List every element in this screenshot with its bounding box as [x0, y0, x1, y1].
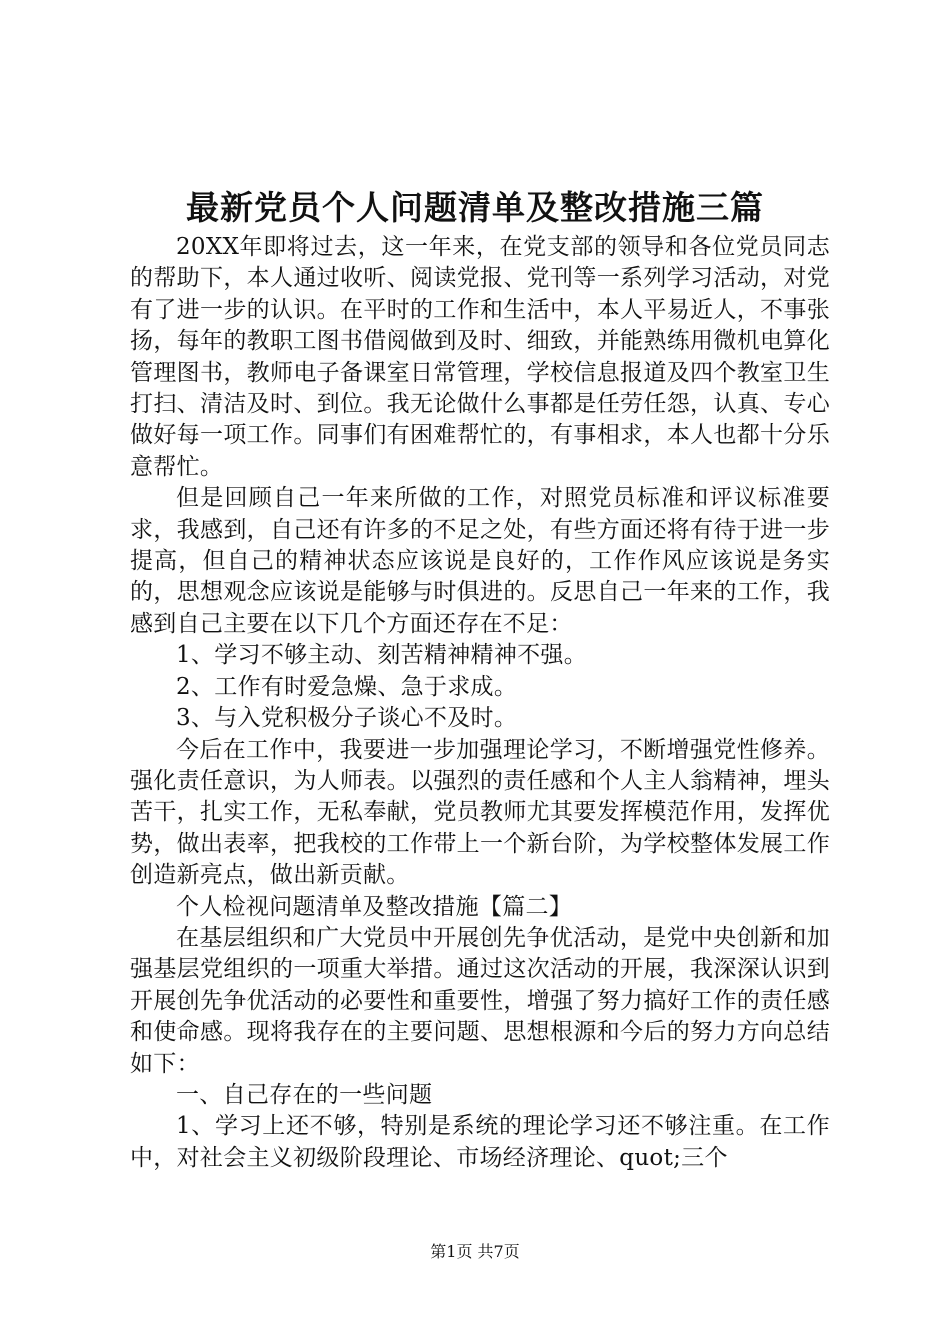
page-number-footer: 第1页 共7页 — [430, 1242, 520, 1261]
paragraph: 在基层组织和广大党员中开展创先争优活动，是党中央创新和加强基层党组织的一项重大举措。通过这次活动的开展，我深深认识到开展创先争优活动的必要性和重要性，增强了努力搞好工作的责任感和使命感。现将我存在的主要问题、思想根源和今后的努力方向总结如下： — [130, 924, 830, 1077]
document-body — [130, 232, 830, 1174]
document-title: 最新党员个人问题清单及整改措施三篇 — [186, 188, 764, 227]
section-heading: 个人检视问题清单及整改措施【篇二】 — [176, 893, 573, 920]
paragraph: 但是回顾自己一年来所做的工作，对照党员标准和评议标准要求，我感到，自己还有许多的不足之处，有些方面还将有待于进一步提高，但自己的精神状态应该说是良好的，工作作风应该说是务实的，思想观念应该说是能够与时俱进的。反思自己一年来的工作，我感到自己主要在以下几个方面还存在不足： — [130, 485, 830, 637]
section-heading: 一、自己存在的一些问题 — [176, 1081, 433, 1108]
list-item: 1、学习不够主动、刻苦精神精神不强。 — [176, 642, 588, 669]
paragraph: 20XX年即将过去，这一年来，在党支部的领导和各位党员同志的帮助下，本人通过收听、阅读党报、党刊等一系列学习活动，对党有了进一步的认识。在平时的工作和生活中，本人平易近人，不事张扬，每年的教职工图书借阅做到及时、细致，并能熟练用微机电算化管理图书，教师电子备课室日常管理，学校信息报道及四个教室卫生打扫、清洁及时、到位。我无论做什么事都是任劳任怨，认真、专心做好每一项工作。同事们有困难帮忙的，有事相求，本人也都十分乐意帮忙。 — [130, 234, 830, 480]
paragraph: 1、学习上还不够，特别是系统的理论学习还不够注重。在工作中，对社会主义初级阶段理论、市场经济理论、quot;三个 — [130, 1113, 830, 1171]
list-item: 2、工作有时爱急燥、急于求成。 — [176, 673, 518, 700]
list-item: 3、与入党积极分子谈心不及时。 — [176, 705, 518, 732]
paragraph: 今后在工作中，我要进一步加强理论学习，不断增强党性修养。强化责任意识，为人师表。以强烈的责任感和个人主人翁精神，埋头苦干，扎实工作，无私奉献，党员教师尤其要发挥模范作用，发挥优势，做出表率，把我校的工作带上一个新台阶，为学校整体发展工作创造新亮点，做出新贡献。 — [130, 736, 830, 889]
